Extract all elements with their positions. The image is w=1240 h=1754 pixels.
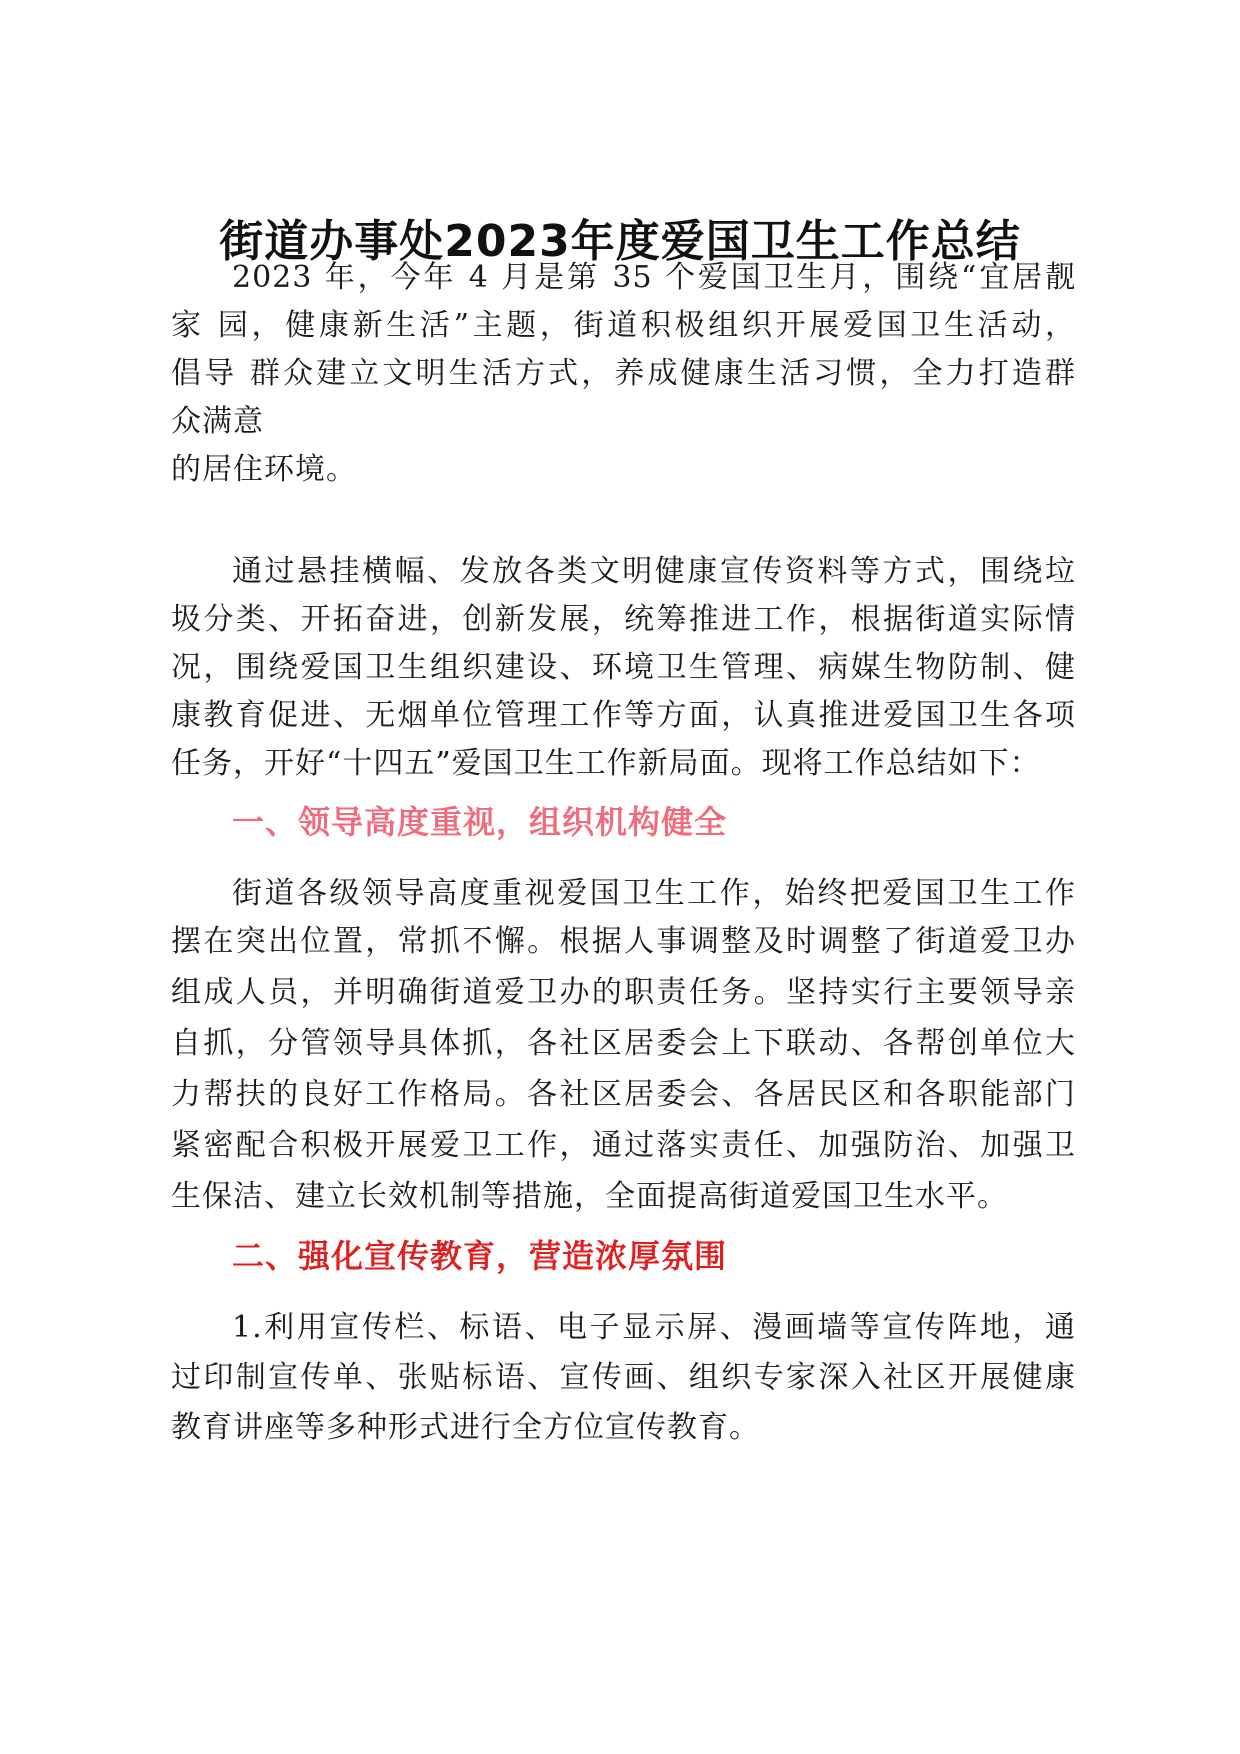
section-2-line: 过印制宣传单、张贴标语、宣传画、组织专家深入社区开展健康 [171,1360,1076,1395]
paragraph-line: 况，围绕爱国卫生组织建设、环境卫生管理、病媒生物防制、健 [171,650,1076,685]
intro-line: 家 园，健康新生活”主题，街道积极组织开展爱国卫生活动， [171,308,1076,343]
paragraph-line: 圾分类、开拓奋进，创新发展，统筹推进工作，根据街道实际情 [171,602,1076,637]
section-1-line: 组成人员，并明确街道爱卫办的职责任务。坚持实行主要领导亲 [171,975,1076,1010]
intro-line: 众满意 [171,404,264,439]
section-2-heading: 二、强化宣传教育，营造浓厚氛围 [232,1237,728,1275]
section-2-line: 1.利用宣传栏、标语、电子显示屏、漫画墙等宣传阵地，通 [232,1310,1076,1345]
section-2-line: 教育讲座等多种形式进行全方位宣传教育。 [171,1410,760,1445]
document-title: 街道办事处2023年度爱国卫生工作总结 [219,216,1021,267]
section-1-line: 摆在突出位置，常抓不懈。根据人事调整及时调整了街道爱卫办 [171,924,1076,959]
section-1-line: 街道各级领导高度重视爱国卫生工作，始终把爱国卫生工作 [232,876,1076,911]
intro-line: 倡导 群众建立文明生活方式，养成健康生活习惯，全力打造群 [171,356,1076,391]
paragraph-line: 康教育促进、无烟单位管理工作等方面，认真推进爱国卫生各项 [171,698,1076,733]
intro-line: 的居住环境。 [171,452,357,487]
paragraph-line: 通过悬挂横幅、发放各类文明健康宣传资料等方式，围绕垃 [232,554,1076,589]
section-1-line: 自抓，分管领导具体抓，各社区居委会上下联动、各帮创单位大 [171,1026,1076,1061]
intro-line: 2023 年，今年 4 月是第 35 个爱国卫生月，围绕“宜居靓 [232,260,1076,295]
section-1-line: 紧密配合积极开展爱卫工作，通过落实责任、加强防治、加强卫 [171,1128,1076,1163]
paragraph-line: 任务，开好“十四五”爱国卫生工作新局面。现将工作总结如下： [171,746,1041,781]
section-1-line: 力帮扶的良好工作格局。各社区居委会、各居民区和各职能部门 [171,1077,1076,1112]
section-1-heading: 一、领导高度重视，组织机构健全 [232,803,728,841]
section-1-line: 生保洁、建立长效机制等措施，全面提高街道爱国卫生水平。 [171,1179,1008,1214]
